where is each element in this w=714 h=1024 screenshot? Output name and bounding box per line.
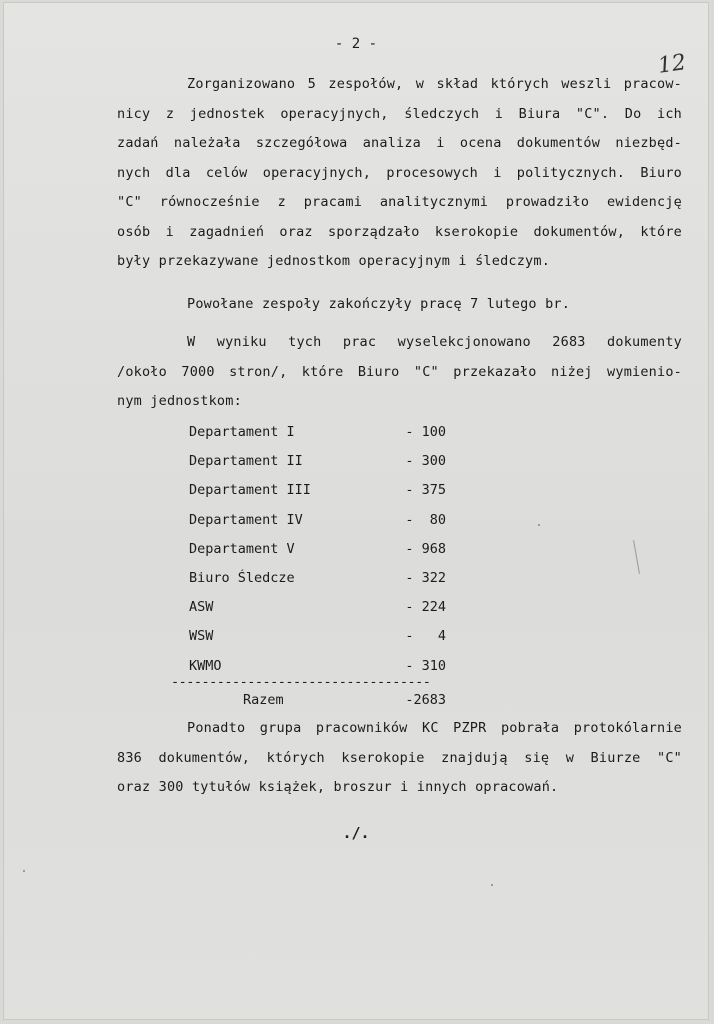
paper-scratch xyxy=(633,540,640,574)
unit-count: - 322 xyxy=(405,569,446,586)
distribution-table xyxy=(186,418,446,681)
table-row xyxy=(186,564,446,593)
text-line: były przekazywane jednostkom operacyjnym i śledczym. xyxy=(117,253,551,269)
text-line: W wyniku tych prac wyselekcjonowano 2683 dokumenty xyxy=(187,334,682,350)
text-line: 836 dokumentów, których kserokopie znajdują się w Biurze "C" xyxy=(117,749,682,766)
unit-name: Departament I xyxy=(189,424,295,440)
table-row xyxy=(186,593,446,622)
text-line: nym jednostkom: xyxy=(117,393,242,409)
paper-speck xyxy=(23,870,25,872)
text-line: Ponadto grupa pracowników KC PZPR pobrała protokólarnie xyxy=(187,720,682,736)
unit-count: - 4 xyxy=(405,628,446,645)
paragraph-kc-pzpr xyxy=(117,714,682,803)
table-row xyxy=(186,447,446,476)
unit-name: Departament V xyxy=(189,540,295,557)
paragraph-teams xyxy=(117,70,682,277)
text-line: nych dla celów operacyjnych, procesowych i politycznych. Biuro xyxy=(117,164,682,181)
table-row xyxy=(186,418,446,447)
unit-name: Departament IV xyxy=(189,511,303,528)
unit-count: - 375 xyxy=(405,482,446,499)
page-number: - 2 - xyxy=(334,36,378,52)
total-row xyxy=(186,688,446,712)
text-line: "C" równocześnie z pracami analitycznymi prowadziło ewidencję xyxy=(117,194,682,210)
paper-speck xyxy=(491,884,493,886)
table-row xyxy=(186,535,446,564)
continuation-mark: ./. xyxy=(342,824,370,842)
total-label: Razem xyxy=(243,692,284,708)
text-line: zadań należała szczegółowa analiza i ocena dokumentów niezbęd- xyxy=(117,135,682,151)
archive-page-number-handwritten: 12 xyxy=(656,50,688,79)
unit-name: Departament II xyxy=(189,453,303,470)
paragraph-selection xyxy=(117,328,682,417)
sum-separator-line: ---------------------------------- xyxy=(171,674,431,690)
unit-count: - 80 xyxy=(405,511,446,528)
text-line: /około 7000 stron/, które Biuro "C" przekazało niżej wymienio- xyxy=(117,363,682,380)
unit-count: - 968 xyxy=(405,540,446,557)
text-line: osób i zagadnień oraz sporządzało kserokopie dokumentów, które xyxy=(117,223,682,240)
table-row xyxy=(186,622,446,651)
unit-name: ASW xyxy=(189,599,214,616)
unit-count: - 310 xyxy=(405,657,446,674)
text-line: oraz 300 tytułów książek, broszur i innych opracowań. xyxy=(117,779,559,795)
document-page xyxy=(3,2,709,1020)
unit-name: Biuro Śledcze xyxy=(189,569,295,586)
paper-speck xyxy=(538,524,540,526)
paragraph-completion xyxy=(117,290,682,320)
unit-name: WSW xyxy=(189,628,214,645)
unit-name: Departament III xyxy=(189,482,311,499)
table-row xyxy=(186,476,446,505)
unit-name: KWMO xyxy=(189,657,222,674)
table-row xyxy=(186,506,446,535)
total-value: -2683 xyxy=(405,692,446,708)
unit-count: - 300 xyxy=(405,453,446,470)
unit-count: - 224 xyxy=(405,599,446,616)
text-line: nicy z jednostek operacyjnych, śledczych i Biura "C". Do ich xyxy=(117,105,682,122)
unit-count: - 100 xyxy=(405,424,446,440)
text-line: Zorganizowano 5 zespołów, w skład których weszli pracow- xyxy=(187,76,682,92)
text-line: Powołane zespoły zakończyły pracę 7 lutego br. xyxy=(187,296,571,312)
